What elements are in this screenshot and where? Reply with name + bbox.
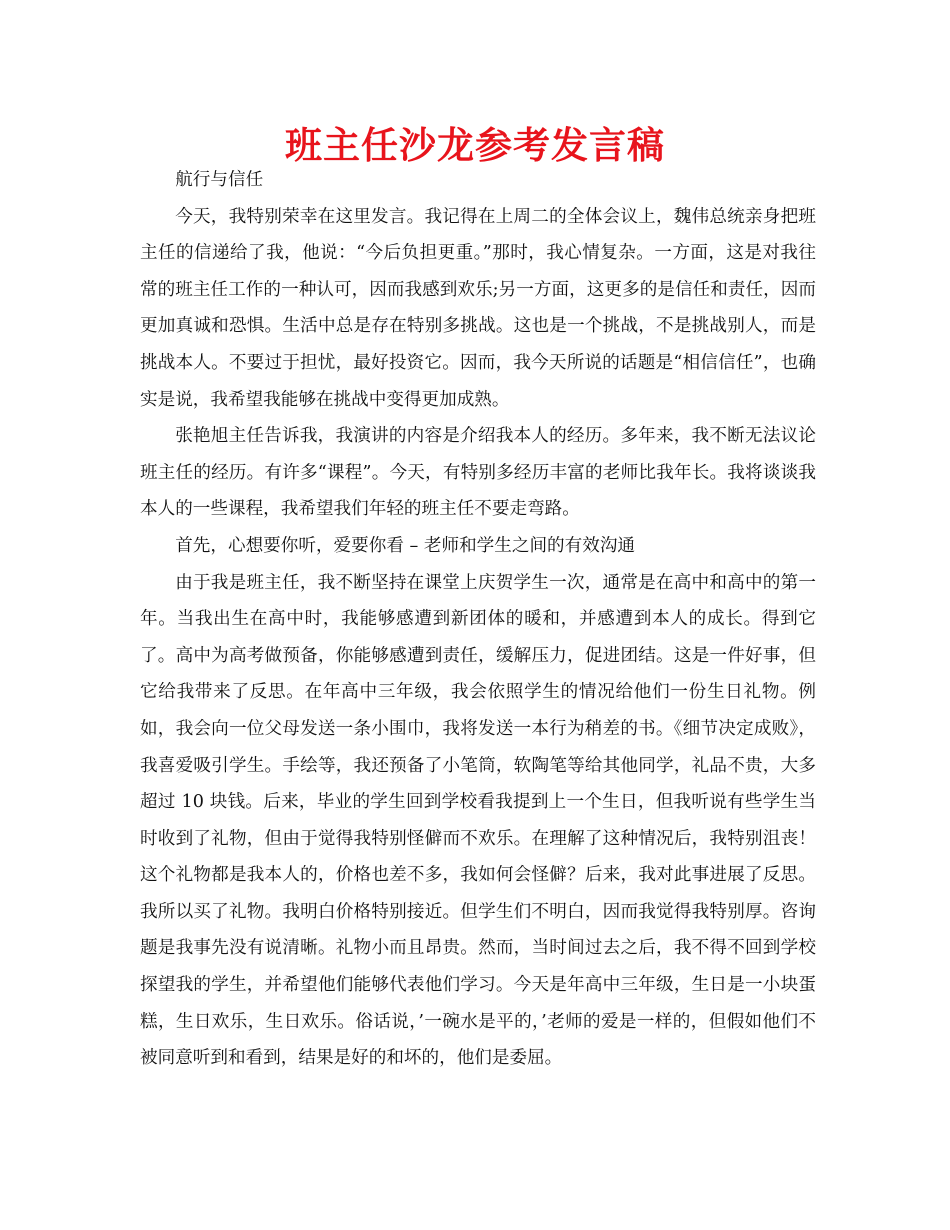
paragraph: 由于我是班主任，我不断坚持在课堂上庆贺学生一次，通常是在高中和高中的第一年。当我出生在高中时，我能够感遭到新团体的暖和，并感遭到本人的成长。得到它了。高中为高考做预备，你能够感遭到责任，缓解压力，促进团结。这是一件好事，但它给我带来了反思。在年高中三年级，我会依照学生的情况给他们一份生日礼物。例如，我会向一位父母发送一条小围巾，我将发送一本行为稍差的书。《细节决定成败》，我喜爱吸引学生。手绘等，我还预备了小笔筒，软陶笔等给其他同学，礼品不贵，大多超过 10 块钱。后来，毕业的学生回到学校看我提到上一个生日，但我听说有些学生当时收到了礼物，但由于觉得我特别怪僻而不欢乐。在理解了这种情况后，我特别沮丧！这个礼物都是我本人的，价格也差不多，我如何会怪僻？后来，我对此事进展了反思。我所以买了礼物。我明白价格特别接近。但学生们不明白，因而我觉得我特别厚。咨询题是我事先没有说清晰。礼物小而且昂贵。然而，当时间过去之后，我不得不回到学校探望我的学生，并希望他们能够代表他们学习。今天是年高中三年级，生日是一小块蛋糕，生日欢乐，生日欢乐。俗话说，’一碗水是平的，’老师的爱是一样的，但假如他们不被同意听到和看到，结果是好的和坏的，他们是委屈。 xyxy=(140,572,816,1069)
paragraph: 张艳旭主任告诉我，我演讲的内容是介绍我本人的经历。多年来，我不断无法议论班主任的经历。有许多“课程”。今天，有特别多经历丰富的老师比我年长。我将谈谈我本人的一些课程，我希望我们年轻的班主任不要走弯路。 xyxy=(140,426,816,520)
document-title: 班主任沙龙参考发言稿 xyxy=(285,124,665,167)
paragraph-heading: 首先，心想要你听，爱要你看 – 老师和学生之间的有效沟通 xyxy=(175,535,636,556)
document-body xyxy=(140,162,816,1077)
paragraph-subtitle: 航行与信任 xyxy=(175,170,264,190)
paragraph: 今天，我特别荣幸在这里发言。我记得在上周二的全体会议上，魏伟总统亲身把班主任的信递给了我，他说：“今后负担更重。”那时，我心情复杂。一方面，这是对我往常的班主任工作的一种认可，因而我感到欢乐;另一方面，这更多的是信任和责任，因而更加真诚和恐惧。生活中总是存在特别多挑战。这也是一个挑战，不是挑战别人，而是挑战本人。不要过于担忧，最好投资它。因而，我今天所说的话题是“相信信任”，也确实是说，我希望我能够在挑战中变得更加成熟。 xyxy=(140,206,816,410)
